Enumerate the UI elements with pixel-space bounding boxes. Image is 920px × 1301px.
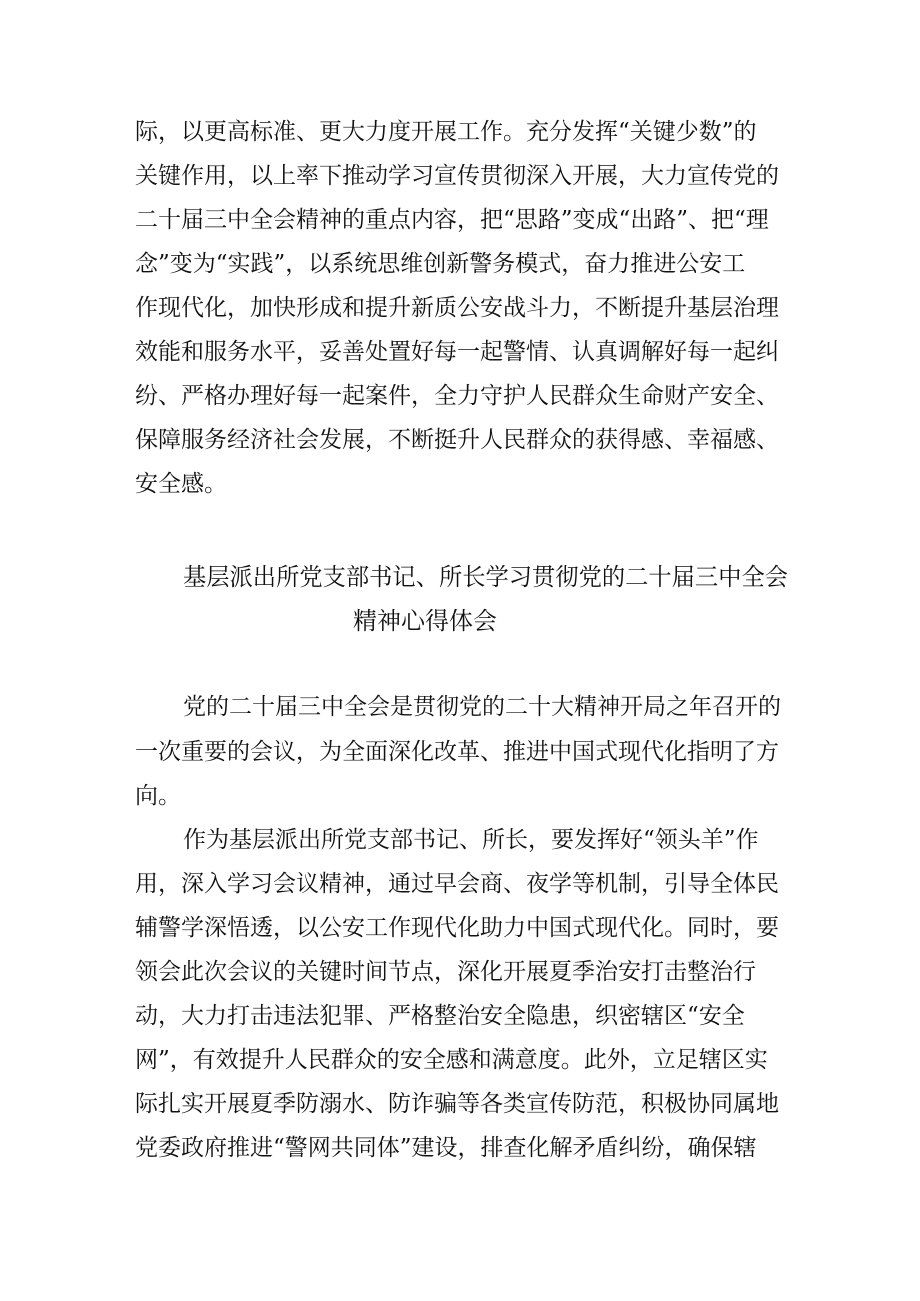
- paragraph-2-line: 领会此次会议的关键时间节点，深化开展夏季治安打击整治行: [135, 959, 756, 985]
- body-text-line: 效能和服务水平，妥善处置好每一起警情、认真调解好每一起纠: [135, 339, 779, 365]
- paragraph-2-line: 辅警学深悟透，以公安工作现代化助力中国式现代化。同时，要: [135, 915, 779, 941]
- body-text-line: 关键作用，以上率下推动学习宣传贯彻深入开展，大力宣传党的: [135, 163, 779, 189]
- paragraph-1-line: 党的二十届三中全会是贯彻党的二十大精神开局之年召开的: [183, 694, 781, 720]
- paragraph-2-line: 动，大力打击违法犯罪、严格整治安全隐患，织密辖区“安全: [135, 1003, 745, 1029]
- body-text-line: 安全感。: [135, 471, 227, 497]
- paragraph-2-line: 用，深入学习会议精神，通过早会商、夜学等机制，引导全体民: [135, 871, 779, 897]
- paragraph-2-line: 际扎实开展夏季防溺水、防诈骗等各类宣传防范，积极协同属地: [135, 1091, 779, 1117]
- paragraph-2-line: 作为基层派出所党支部书记、所长，要发挥好“领头羊”作: [183, 827, 759, 853]
- paragraph-2-line: 党委政府推进“警网共同体”建设，排查化解矛盾纠纷，确保辖: [135, 1135, 757, 1161]
- body-text-line: 际，以更高标准、更大力度开展工作。充分发挥“关键少数”的: [135, 119, 757, 145]
- paragraph-1-line: 一次重要的会议，为全面深化改革、推进中国式现代化指明了方: [135, 739, 779, 765]
- body-text-line: 作现代化，加快形成和提升新质公安战斗力，不断提升基层治理: [135, 295, 779, 321]
- body-text-line: 保障服务经济社会发展，不断挺升人民群众的获得感、幸福感、: [135, 427, 779, 453]
- article-title-line1: 基层派出所党支部书记、所长学习贯彻党的二十届三中全会: [183, 563, 788, 591]
- body-text-line: 二十届三中全会精神的重点内容，把“思路”变成“出路”、把“理: [135, 207, 769, 233]
- paragraph-1-line: 向。: [135, 783, 181, 809]
- paragraph-2-line: 网”，有效提升人民群众的安全感和满意度。此外，立足辖区实: [135, 1047, 768, 1073]
- body-text-line: 念”变为“实践”，以系统思维创新警务模式，奋力推进公安工: [135, 251, 746, 277]
- article-title-line2: 精神心得体会: [353, 607, 497, 635]
- body-text-line: 纷、严格办理好每一起案件，全力守护人民群众生命财产安全、: [135, 383, 779, 409]
